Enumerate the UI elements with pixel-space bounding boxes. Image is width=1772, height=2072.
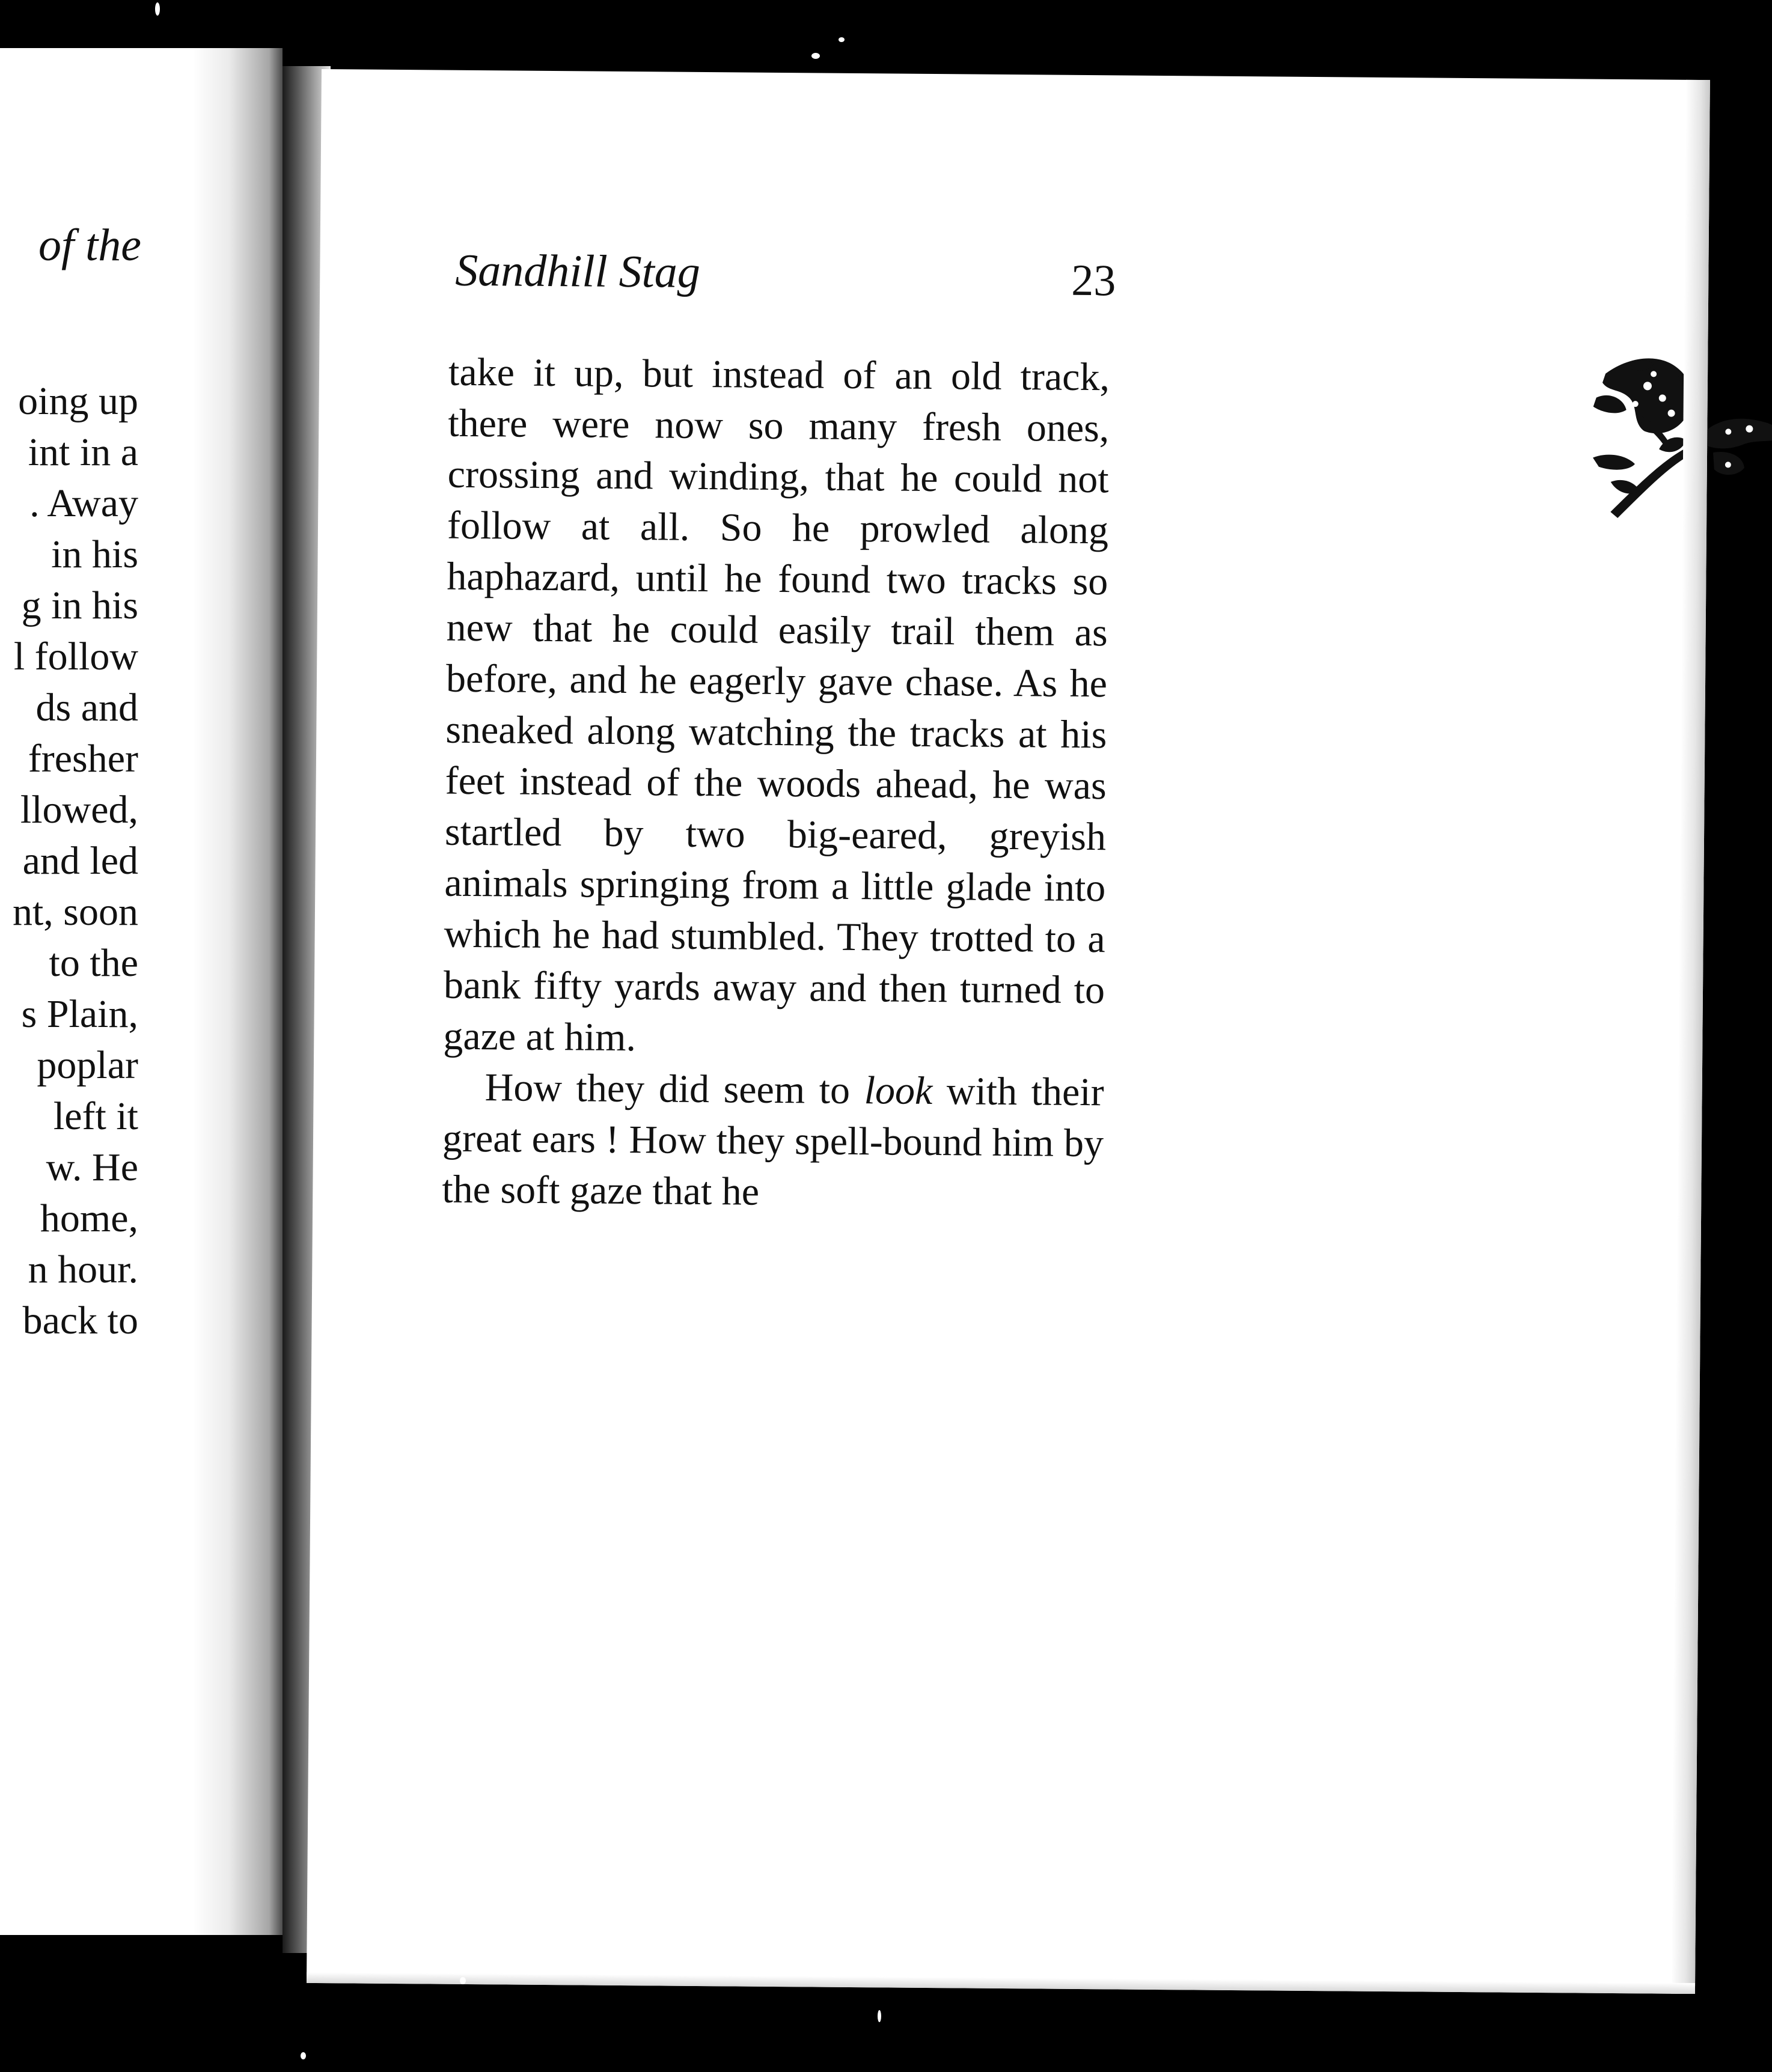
body-text bbox=[442, 347, 1110, 1220]
paragraph bbox=[442, 1062, 1104, 1220]
left-text-line: oing up bbox=[18, 379, 138, 423]
scan-speck bbox=[301, 2052, 306, 2059]
left-gutter-shadow bbox=[192, 48, 283, 1935]
left-text-line: fresher bbox=[28, 737, 138, 781]
left-text-line: int in a bbox=[28, 430, 138, 474]
left-text-line: back to bbox=[22, 1299, 138, 1342]
page-bottom-edge bbox=[307, 1972, 1695, 1994]
paragraph: take it up, but instead of an old track, there were now so many fresh ones, crossing and winding, that he could not follow at all. So he prowled along haphazard, until he found two tracks so new that he could easily trail them as before, and he eagerly gave chase. As he sneaked along watching the tracks at his feet instead of the woods ahead, he was startled by two big-eared, greyish animals springing from a little glade into which he had stumbled. They trotted to a bank fifty yards away and then turned to gaze at him. bbox=[443, 350, 1110, 1060]
left-text-line: poplar bbox=[37, 1043, 138, 1087]
left-text-line: to the bbox=[49, 941, 138, 985]
leafy-branch-icon bbox=[1574, 331, 1772, 525]
paragraph-text: How they did seem to bbox=[484, 1065, 864, 1113]
left-text-line: n hour. bbox=[28, 1248, 138, 1291]
left-text-line: home, bbox=[40, 1196, 138, 1240]
left-text-line: g in his bbox=[21, 584, 138, 627]
scan-speck bbox=[155, 2, 160, 16]
scan-speck bbox=[811, 53, 820, 59]
scan-speck bbox=[878, 2010, 881, 2022]
left-text-line: . Away bbox=[29, 481, 138, 525]
left-text-line: in his bbox=[51, 532, 138, 576]
left-page-text bbox=[13, 376, 138, 1346]
left-text-line: w. He bbox=[46, 1145, 138, 1189]
left-text-line: and led bbox=[22, 839, 138, 883]
running-head: Sandhill Stag bbox=[455, 245, 701, 297]
left-text-line: nt, soon bbox=[12, 890, 138, 934]
left-text-line: llowed, bbox=[20, 788, 138, 832]
scan-speck bbox=[839, 37, 845, 42]
left-text-line: s Plain, bbox=[21, 992, 138, 1036]
scan-speck bbox=[460, 1977, 466, 1984]
left-running-head: of the bbox=[38, 220, 141, 270]
left-text-line: left it bbox=[53, 1094, 138, 1138]
page-number: 23 bbox=[1071, 255, 1116, 306]
emphasized-word: look bbox=[864, 1068, 933, 1114]
left-text-line: l follow bbox=[13, 635, 138, 678]
paragraph-text: with their great ears ! How they spell-bound him by the soft gaze that he bbox=[442, 1069, 1104, 1214]
right-page bbox=[307, 69, 1710, 1994]
left-page bbox=[0, 48, 283, 1935]
left-text-line: ds and bbox=[35, 686, 138, 730]
